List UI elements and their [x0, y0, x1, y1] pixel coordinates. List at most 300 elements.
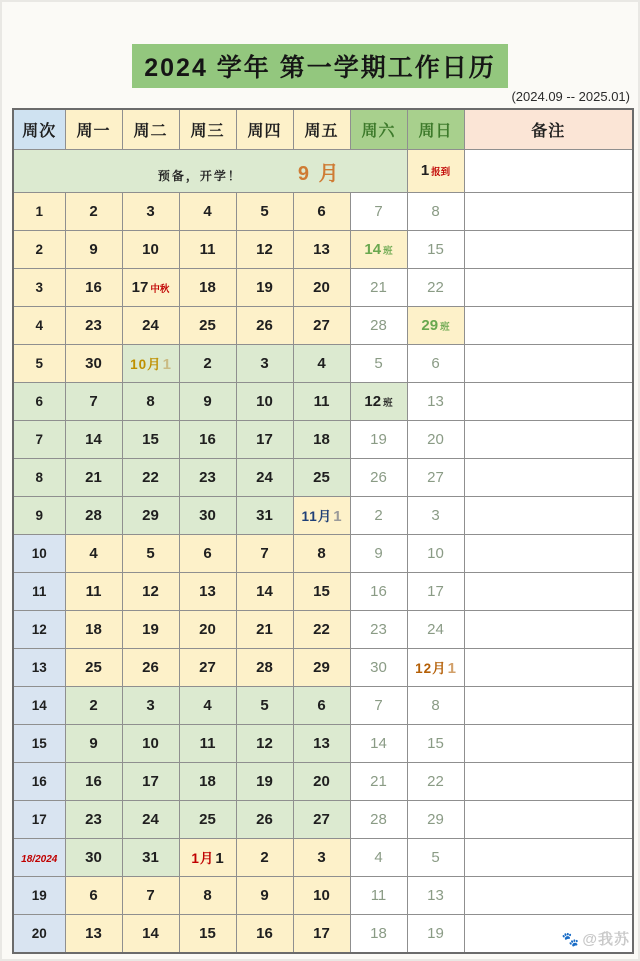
day-note: 班	[383, 397, 393, 409]
day-number: 6	[317, 202, 326, 220]
day-number: 21	[85, 468, 102, 486]
day-number: 15	[427, 734, 444, 752]
day-cell	[293, 801, 350, 839]
day-number: 16	[85, 772, 102, 790]
day-cell	[122, 345, 179, 383]
day-cell	[407, 763, 464, 801]
day-number: 28	[370, 316, 387, 334]
remark-cell	[464, 307, 633, 345]
day-cell	[179, 193, 236, 231]
day-number: 16	[199, 430, 216, 448]
day-cell	[236, 915, 293, 954]
day-number: 6	[203, 544, 212, 562]
day-cell	[350, 459, 407, 497]
day-cell	[350, 383, 407, 421]
week-number-cell	[13, 383, 65, 421]
remark-cell	[464, 345, 633, 383]
day-cell	[122, 687, 179, 725]
day-cell	[179, 383, 236, 421]
day-note: 班	[440, 321, 450, 333]
day-number: 11	[370, 886, 387, 904]
day-number: 26	[370, 468, 387, 486]
day-note: 班	[383, 245, 393, 257]
day-number: 18	[85, 620, 102, 638]
day-number: 2	[374, 506, 383, 524]
day-cell	[65, 915, 122, 954]
day-number: 7	[89, 392, 98, 410]
day-number: 27	[199, 658, 216, 676]
day-number: 18	[313, 430, 330, 448]
watermark	[562, 928, 630, 949]
column-header-day3: 周三	[179, 109, 236, 150]
week-number-cell	[13, 307, 65, 345]
day-cell	[65, 573, 122, 611]
day-cell	[407, 421, 464, 459]
day-number: 23	[85, 316, 102, 334]
day-cell	[236, 763, 293, 801]
day-number: 1	[162, 356, 171, 373]
day-cell	[293, 269, 350, 307]
week-number: 15	[31, 735, 47, 751]
day-number: 25	[199, 810, 216, 828]
day-number: 16	[370, 582, 387, 600]
day-number: 8	[203, 886, 212, 904]
paw-icon: 🐾	[561, 931, 581, 947]
day-number: 20	[313, 278, 330, 296]
week-number-cell	[13, 459, 65, 497]
day-number: 30	[199, 506, 216, 524]
day-cell	[179, 459, 236, 497]
calendar-week-row	[13, 231, 633, 269]
day-cell	[122, 535, 179, 573]
remark-cell	[464, 193, 633, 231]
day-cell	[122, 459, 179, 497]
calendar-week-row	[13, 611, 633, 649]
day-cell	[236, 193, 293, 231]
day-number: 19	[256, 772, 273, 790]
day-number: 4	[203, 202, 212, 220]
day-cell	[293, 459, 350, 497]
day-number: 22	[313, 620, 330, 638]
day-number: 1	[215, 850, 224, 867]
day-cell	[407, 915, 464, 954]
calendar-week-row	[13, 383, 633, 421]
day-cell	[407, 345, 464, 383]
day-cell	[236, 535, 293, 573]
day-number: 21	[370, 278, 387, 296]
day-cell	[122, 611, 179, 649]
day-number: 17	[142, 772, 159, 790]
day-cell	[293, 383, 350, 421]
week-number: 17	[31, 811, 47, 827]
calendar-week-row	[13, 535, 633, 573]
day-number: 25	[199, 316, 216, 334]
day-number: 19	[370, 430, 387, 448]
day-cell	[65, 801, 122, 839]
day-number: 13	[313, 734, 330, 752]
remark-cell	[464, 763, 633, 801]
calendar-table	[12, 108, 634, 954]
day-cell	[350, 763, 407, 801]
week-number: 4	[35, 317, 43, 333]
day-cell	[65, 649, 122, 687]
day-number: 24	[256, 468, 273, 486]
week-number: 6	[35, 393, 43, 409]
day-cell	[350, 611, 407, 649]
day-cell	[407, 231, 464, 269]
column-header-day5: 周五	[293, 109, 350, 150]
remark-cell	[464, 383, 633, 421]
day-number: 29	[427, 810, 444, 828]
calendar-week-row	[13, 269, 633, 307]
day-cell	[122, 573, 179, 611]
day-note: 报到	[431, 167, 451, 178]
day-cell	[407, 725, 464, 763]
calendar-week-row	[13, 763, 633, 801]
week-number: 3	[35, 279, 43, 295]
day-cell	[293, 877, 350, 915]
day-cell	[236, 839, 293, 877]
week-number: 13	[31, 659, 47, 675]
week-number: 20	[31, 925, 47, 941]
day-cell	[293, 649, 350, 687]
day-number: 21	[256, 620, 273, 638]
day-number: 6	[89, 886, 98, 904]
day-number: 2	[260, 848, 269, 866]
day-cell	[350, 497, 407, 535]
day-number: 27	[313, 810, 330, 828]
day-cell	[179, 687, 236, 725]
calendar-week-row	[13, 725, 633, 763]
month-start-label: 1月	[191, 851, 215, 866]
week-number-cell	[13, 535, 65, 573]
day-cell	[65, 535, 122, 573]
day-cell	[179, 345, 236, 383]
day-number: 2	[89, 202, 98, 220]
day-cell	[293, 307, 350, 345]
day-cell	[350, 915, 407, 954]
banner-slogan-text: 预备，开学！	[157, 168, 242, 183]
day-cell	[179, 801, 236, 839]
day-cell	[293, 573, 350, 611]
watermark-text: @我苏	[582, 931, 630, 948]
week-number-cell	[13, 611, 65, 649]
day-number: 27	[313, 316, 330, 334]
day-cell	[236, 497, 293, 535]
day-cell	[236, 649, 293, 687]
banner-month-label: 9 月	[297, 162, 341, 185]
day-cell	[179, 763, 236, 801]
day-cell	[236, 573, 293, 611]
month-start-label: 12月	[415, 661, 447, 676]
day-number: 14	[256, 582, 273, 600]
day-cell	[179, 497, 236, 535]
day-number: 17	[427, 582, 444, 600]
remark-cell	[464, 231, 633, 269]
day-cell	[236, 307, 293, 345]
day-number: 19	[427, 924, 444, 942]
week-number: 1	[35, 203, 43, 219]
remark-cell	[464, 611, 633, 649]
calendar-week-row	[13, 421, 633, 459]
page-title-wrap	[0, 44, 640, 88]
day-cell	[293, 193, 350, 231]
day-number: 2	[89, 696, 98, 714]
day-number: 7	[260, 544, 269, 562]
banner-sunday-cell	[407, 150, 464, 193]
day-cell	[407, 269, 464, 307]
day-cell	[179, 725, 236, 763]
day-cell	[122, 839, 179, 877]
day-cell	[236, 801, 293, 839]
day-number: 27	[427, 468, 444, 486]
day-cell	[179, 535, 236, 573]
day-cell	[407, 611, 464, 649]
day-number: 8	[431, 202, 440, 220]
day-cell	[65, 421, 122, 459]
calendar-week-row	[13, 193, 633, 231]
day-number: 28	[370, 810, 387, 828]
week-number: 14	[31, 697, 47, 713]
day-number: 4	[89, 544, 98, 562]
week-number-cell	[13, 269, 65, 307]
day-number: 18	[370, 924, 387, 942]
day-number: 17	[131, 278, 149, 296]
week-number-cell	[13, 573, 65, 611]
day-number: 24	[142, 810, 159, 828]
day-cell	[407, 535, 464, 573]
day-number: 24	[427, 620, 444, 638]
calendar-week-row	[13, 497, 633, 535]
day-cell	[65, 763, 122, 801]
remark-cell	[464, 421, 633, 459]
day-cell	[407, 877, 464, 915]
day-number: 9	[260, 886, 269, 904]
day-cell	[350, 877, 407, 915]
day-cell	[407, 459, 464, 497]
week-number: 2	[35, 241, 43, 257]
day-number: 3	[317, 848, 326, 866]
header-row	[13, 109, 633, 150]
day-number: 11	[85, 582, 102, 600]
week-number-cell	[13, 193, 65, 231]
day-cell	[65, 877, 122, 915]
week-number: 10	[31, 545, 47, 561]
day-number: 15	[313, 582, 330, 600]
day-cell	[407, 497, 464, 535]
day-number: 5	[374, 354, 383, 372]
day-cell	[350, 725, 407, 763]
day-number: 13	[313, 240, 330, 258]
day-number: 23	[85, 810, 102, 828]
week-number: 9	[35, 507, 43, 523]
week-number: 19	[31, 887, 47, 903]
week-number: 11	[32, 583, 47, 599]
day-cell	[293, 345, 350, 383]
calendar-week-row	[13, 649, 633, 687]
day-number: 3	[146, 202, 155, 220]
month-banner-row	[13, 150, 633, 193]
day-number: 26	[142, 658, 159, 676]
week-number: 16	[31, 773, 47, 789]
remark-cell	[464, 150, 633, 193]
day-cell	[179, 877, 236, 915]
day-number: 17	[256, 430, 273, 448]
day-cell	[122, 231, 179, 269]
day-number: 12	[256, 240, 273, 258]
remark-cell	[464, 839, 633, 877]
day-cell	[407, 649, 464, 687]
day-cell	[179, 649, 236, 687]
day-number: 29	[142, 506, 159, 524]
month-banner-cell	[13, 150, 407, 193]
day-number: 6	[431, 354, 440, 372]
day-number: 25	[313, 468, 330, 486]
day-cell	[350, 231, 407, 269]
day-number: 30	[370, 658, 387, 676]
day-number: 16	[85, 278, 102, 296]
day-number: 18	[199, 772, 216, 790]
day-cell	[350, 193, 407, 231]
week-number-cell	[13, 725, 65, 763]
day-cell	[179, 915, 236, 954]
day-number: 19	[142, 620, 159, 638]
day-cell	[350, 535, 407, 573]
remark-cell	[464, 649, 633, 687]
remark-cell	[464, 269, 633, 307]
day-cell	[122, 497, 179, 535]
day-number: 14	[370, 734, 387, 752]
day-cell	[65, 497, 122, 535]
week-number: 7	[35, 431, 43, 447]
day-number: 1	[333, 508, 342, 525]
day-cell	[65, 307, 122, 345]
day-number: 9	[374, 544, 383, 562]
day-cell	[407, 307, 464, 345]
week-number-cell	[13, 877, 65, 915]
day-number: 3	[431, 506, 440, 524]
day-number: 23	[199, 468, 216, 486]
week-number-cell	[13, 649, 65, 687]
day-number: 14	[85, 430, 102, 448]
day-number: 9	[89, 734, 98, 752]
day-cell	[236, 611, 293, 649]
day-cell	[236, 687, 293, 725]
day-number: 20	[313, 772, 330, 790]
day-cell	[407, 383, 464, 421]
day-cell	[122, 193, 179, 231]
calendar-week-row	[13, 801, 633, 839]
calendar-week-row	[13, 345, 633, 383]
day-cell	[407, 573, 464, 611]
day-number: 14	[142, 924, 159, 942]
day-cell	[350, 801, 407, 839]
day-number: 31	[256, 506, 273, 524]
day-number: 10	[427, 544, 444, 562]
week-number-cell	[13, 915, 65, 954]
day-cell	[122, 383, 179, 421]
day-cell	[407, 193, 464, 231]
day-cell	[122, 649, 179, 687]
column-header-day1: 周一	[65, 109, 122, 150]
week-number-cell	[13, 231, 65, 269]
day-cell	[407, 839, 464, 877]
day-number: 15	[142, 430, 159, 448]
week-number-cell	[13, 497, 65, 535]
day-number: 10	[313, 886, 330, 904]
day-cell	[236, 725, 293, 763]
day-number: 20	[427, 430, 444, 448]
day-number: 5	[260, 696, 269, 714]
day-cell	[350, 687, 407, 725]
column-header-day2: 周二	[122, 109, 179, 150]
day-number: 7	[374, 202, 383, 220]
remark-cell	[464, 535, 633, 573]
day-number: 28	[85, 506, 102, 524]
day-cell	[293, 231, 350, 269]
day-cell	[65, 345, 122, 383]
day-cell	[179, 421, 236, 459]
remark-cell	[464, 459, 633, 497]
day-cell	[236, 383, 293, 421]
day-number: 3	[260, 354, 269, 372]
day-cell	[65, 231, 122, 269]
day-cell	[122, 915, 179, 954]
column-header-day7: 周日	[407, 109, 464, 150]
day-number: 30	[85, 848, 102, 866]
day-number: 4	[317, 354, 326, 372]
day-number: 22	[427, 772, 444, 790]
day-number: 10	[256, 392, 273, 410]
day-cell	[350, 421, 407, 459]
calendar-week-row	[13, 877, 633, 915]
day-number: 13	[199, 582, 216, 600]
month-start-label: 10月	[130, 357, 162, 372]
day-cell	[236, 231, 293, 269]
day-number: 3	[146, 696, 155, 714]
day-number: 19	[256, 278, 273, 296]
day-cell	[350, 573, 407, 611]
day-number: 26	[256, 810, 273, 828]
calendar-week-row	[13, 459, 633, 497]
week-number: 5	[35, 355, 43, 371]
day-cell	[236, 269, 293, 307]
day-cell	[293, 497, 350, 535]
day-cell	[236, 345, 293, 383]
day-cell	[65, 611, 122, 649]
day-number: 7	[374, 696, 383, 714]
day-number: 6	[317, 696, 326, 714]
day-number: 1	[447, 660, 456, 677]
day-cell	[293, 611, 350, 649]
column-header-week: 周次	[13, 109, 65, 150]
day-cell	[122, 763, 179, 801]
day-number: 22	[427, 278, 444, 296]
day-cell	[65, 193, 122, 231]
day-number: 20	[199, 620, 216, 638]
day-number: 12	[256, 734, 273, 752]
day-number: 26	[256, 316, 273, 334]
day-cell	[65, 687, 122, 725]
remark-cell	[464, 573, 633, 611]
day-number: 21	[370, 772, 387, 790]
day-number: 23	[370, 620, 387, 638]
day-number: 14	[364, 240, 382, 258]
day-cell	[293, 839, 350, 877]
day-number: 8	[146, 392, 155, 410]
day-number: 29	[313, 658, 330, 676]
day-number: 13	[427, 392, 444, 410]
